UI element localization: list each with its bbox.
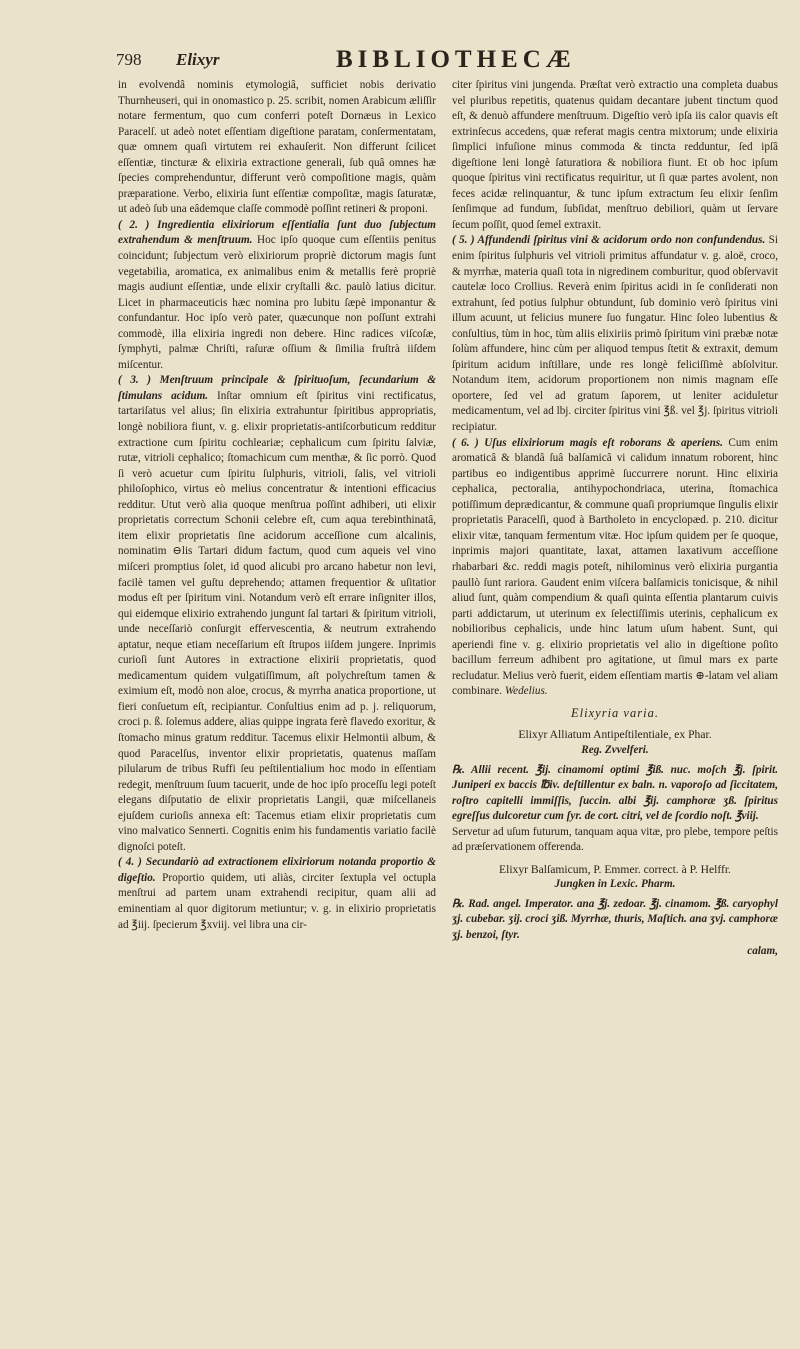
entry-title: Elixyr Alliatum Antipeſtilentiale, ex Phar. bbox=[518, 728, 712, 742]
section-body: Proportio quidem, uti aliàs, circiter ſextupla vel octupla menſtrui ad partem unam extrahendi recipitur, quam alii ad eminentiam al quor digitorum metiuntur; v. g. in elixirio proprietatis ad ℥iij. ſpecierum ℥xviij. vel libra una cir- bbox=[118, 871, 436, 931]
section-heading: ( 3. ) Menſtruum principale & ſpirituoſum, ſecundarium & ſtimulans acidum. bbox=[118, 374, 436, 402]
section-6 bbox=[452, 436, 778, 700]
section-5 bbox=[452, 233, 778, 435]
right-column bbox=[452, 78, 778, 1314]
section-body: Cum enim aromaticâ & blandâ ſuâ balſamicâ vi calidum innatum roborent, hinc partibus eo indigentibus apprimè ſuccurrere norunt. Hinc elixiria cephalica, pectoralia, antihypochondriaca, uterina, ſtomachica potiſſimum deprædicantur, & commune quaſi propriumque ſingulis elixir proprietatis Paracelſi, quod à Bartholeto in encyclopæd. p. 210. dicitur elixir vitæ, tanquam fermentum vitæ. Hoc ipſum quidem per ſe quoque, inprimis majori quantitate, laxat, attamen laxativum acceſſione rhabarbari &c. reddi magis poteſt, nihilominus verò elixiria purgantia paullò ſunt rariora. Gaudent enim viſcera balſamicis tonicisque, & nihil aliud ſunt, quàm compendium & quaſi quinta eſſentia plantarum cuivis parti addictarum, ut uterinum ex ſelectiſſimis uterinis, cephalicum ex nobilioribus cephalicis, unde hinc latum uſum habent. Sunt, qui aperiendi fine v. g. elixirio proprietatis vel alio in digeſtione poſito bacillum ferreum adhibent pro agitatione, ut ſimul mars ex parte recludatur. Melius verò fuerit, eidem eſſentiam martis ⊕-latam vel aliam combinare. bbox=[452, 436, 778, 698]
section-heading: ( 6. ) Uſus elixiriorum magis eſt roborans & aperiens. bbox=[452, 436, 723, 449]
section-body: Si enim ſpiritus ſulphuris vel vitrioli primitus affundatur v. g. aloë, croco, & myrrhæ, materia quaſi tota in nigredinem comburitur, quod obſervavit cautelæ loco Crollius. Reverà enim ſpiritus acidi in ſe conſiderati non extrahunt, ſed potius ſulphur obtundunt, ſub dominio verò ſpiritus vini illum acuunt, ut felicius munere ſuo fungatur. Hinc ſoleo lubentius & conſultius, tùm in hoc, tùm aliis elixiriis primò ſpiritum vini præbæ notæ ſolùm affundere, hinc cùm per aliquod tempus ſtetit & extraxit, demum ſpiritum acidum inſtillare, unde res longè feliciſſimè abſolvitur. Notandum item, acidorum proportionem non nimis magnam eſſe oportere, ſed vel ad gratum ſaporem, ut leniter aciduletur medicamentum, vel ad lbj. circiter ſpiritus vini ℥ß. vel ℥j. ſpiritus vitrioli recipiatur. bbox=[452, 234, 778, 434]
recipe-note: Servetur ad uſum futurum, tanquam aqua vitæ, pro plebe, tempore peſtis ad præſervationem offerenda. bbox=[452, 825, 778, 854]
entry-source: Reg. Zvvelferi. bbox=[581, 743, 649, 756]
recipe-text: ℞. Allii recent. ℥ij. cinamomi optimi ℥iß. nuc. moſch ℥j. ſpirit. Juniperi ex baccis ℔iv. deſtillentur ex baln. n. vaporoſo ad ſiccitatem, roſtro capitelli immiſſis, ſuccin. albi ℥ij. camphoræ ʒß. ſpiritus egreſſus dulcoretur cum ſyr. de cort. citri, vel de ſcordio noſt. ℥viij. bbox=[452, 763, 778, 823]
paragraph: citer ſpiritus vini jungenda. Præſtat verò extractio una completa duabus vel pluribus repetitis, quatenus quidam decantare jubent tinctum quod eſt, & denuò affundere menſtruum. Digeſtio verò ipſa iis calor quavis eſt extrinſecus accedens, quæ referat magis centra mixtorum; unde elixiria ſimplici infuſione minus commoda & tincta redduntur, ſed ipſâ digeſtione leni longè ſaturatiora & nobiliora fiunt. Et ob hoc ipſum quoque ſpiritus vini rectificatus requiritur, ut ſi quæ partes avolent, non feces acidæ relinquantur, & tunc ipſum extractum ſeu elixir ſenſim ſenſimque ad fundum, ſubſidat, menſtruo debiliori, quàm ut ſervare ſecum poſſit, quod ſemel extraxit. bbox=[452, 79, 778, 231]
page-title: BIBLIOTHECÆ bbox=[336, 46, 576, 73]
entry-source: Jungken in Lexic. Pharm. bbox=[554, 878, 676, 891]
section-body: Hoc ipſo quoque cum eſſentiis penitus coincidunt; ſubjectum verò elixiriorum propriè dictorum magis ſunt vegetabilia, aromatica, ex animalibus enim & metallis ferè propriè magis audiunt eſſentiæ, unde elixir cryſtalli &c. paulò latius dicitur. Licet in pharmaceuticis hæc nomina pro lubitu ſæpè imponantur & confundantur. Hoc ipſo verò pater, quæcunque non poſſunt extrahi commodè, illa elixiria ingredi non debere. Hinc radices viſcoſæ, ſymphyti, palmæ Chriſti, raſuræ oſſium & ſimilia fruſtrà iiſdem miſcentur. bbox=[118, 234, 436, 371]
running-head: Elixyr bbox=[176, 50, 220, 69]
section-2 bbox=[118, 218, 436, 373]
section-heading: ( 2. ) Ingredientia elixiriorum eſſentialia ſunt duo ſubjectum extrahendum & menſtruum. bbox=[118, 218, 436, 247]
subsection-title: Elixyria varia. bbox=[571, 705, 659, 720]
left-column bbox=[118, 78, 436, 1314]
section-heading: ( 4. ) Secundariò ad extractionem elixiriorum notanda proportio & digeſtio. bbox=[118, 856, 436, 884]
recipe-text: ℞. Rad. angel. Imperator. ana ℥j. zedoar. ℥j. cinamom. ℥ß. caryophyl ʒj. cubebar. ʒij. croci ʒiß. Myrrhæ, thuris, Maſtich. ana ʒvj. camphoræ ʒj. benzoi, ſtyr. bbox=[452, 897, 778, 941]
paragraph: in evolvendâ nominis etymologiâ, sufficiet nobis derivatio Thurnheuseri, qui in onomastico p. 25. scribit, nomen Arabicum æliſſir notare fermentum, quo cum conferri poteſt Dornæus in Lexico Paracelſ. ut adeò notet eſſentiam digeſtione paratam, conſermentatam, quæ omnem quaſi virtutem rei exhauſerit. Non differunt ſcilicet eſſentiæ, tincturæ & elixiria extractione generali, ſub quâ omnes hæ ſpecies comprehenduntur, differunt verò compoſitione magis, quàm præparatione. Verbo, elixiria ſunt eſſentiæ compoſitæ, magis ſaturatæ, ut adeò ſub una eâdemque claſſe commodè poſſint retineri & proponi. bbox=[118, 79, 436, 216]
section-heading: ( 5. ) Affundendi ſpiritus vini & acidorum ordo non confundendus. bbox=[452, 234, 766, 247]
section-body: Inſtar omnium eſt ſpiritus vini rectificatus, tartariſatus vel alius; ſin elixiria extrahuntur ſpiritibus appropriatis, longè nobiliora fiunt, v. g. elixir proprietatis-antiſcorbuticum redditur extractione cum ſpiritu cochleariæ; cephalicum cum ſpiritu ſalviæ, rutæ, vitrioli cephalico; ſtomachicum cum menthæ, & ſic porrò. Quod ſi verò acuetur cum ſpiritu ſulphuris, vitrioli, ſalis, vel vitrioli philoſophico, virtus eò melius concentratur & intentioni efficacius redditur. Utut verò alia quoque menſtrua poſſint adhiberi, uti elixir proprietatis correctum Schonii celebre eſt, cum aqua terebinthinatâ, item elixir proprietatis ſine acidorum acceſſione cum alcalinis, nominatim ⊖lis Tartari didum factum, quod cum aqueis vel vino miſceri promptius ſolet, id quod alicubi pro arcano habetur non levi, facilè tamen vel guſtu deprehendo; attamen frequentior & uſitatior modus eſt per ſpiritum vini. Notandum verò eſt errare inſigniter illos, qui eidemque elixirio extrahendo jungunt ſal tartari & ſpiritum vitrioli, unde neceſſariò conſurgit effervescentia, & neutrum extrahendo aptatur, neque etiam neceſſarium eſt ſtrupos iiſdem jungere. Inprimis curioſi ſunt Autores in extractione elixirii proprietatis, quod medicamentum quidem vulgatiſſimum, aſt polychreſtum tamen & eximium eſt, modò non aloe, crocus, & myrrha anatica proportione, ut fieri conſuetum eſt, recipiantur. Conſultius enim ad p. j. reliquorum, croci p. ß. ſolemus addere, alias quippe ingrata ferè flavedo exoritur, & ſtomacho minus gratum redditur. Tacemus elixir Helmontii album, & quod Paracelſus, inventor elixir proprietatis, quatenus maſſam pilularum de tribus Ruffi ſeu peſtilentialium hoc modo in eſſentiam redegit, menſtruum ſuum tacuerit, unde de hoc ipſo proceſſu legi poteſt elegans diſputatio de elixir proprietatis Langii, quæ miſcellaneis ejuſdem curioſis annexa eſt: Tacemus etiam elixir proprietatis cum vino malvatico Sennerti. Cognitis enim his fundamentis variatio facilè dignoſci poteſt. bbox=[118, 389, 436, 853]
section-3 bbox=[118, 373, 436, 855]
entry-title: Elixyr Balſamicum, P. Emmer. correct. à P. Helffr. bbox=[499, 862, 731, 876]
page-number: 798 bbox=[116, 50, 142, 69]
page-header bbox=[116, 48, 780, 78]
catchword: calam, bbox=[747, 944, 778, 957]
author-signature: Wedelius. bbox=[504, 685, 548, 698]
section-4 bbox=[118, 855, 436, 933]
